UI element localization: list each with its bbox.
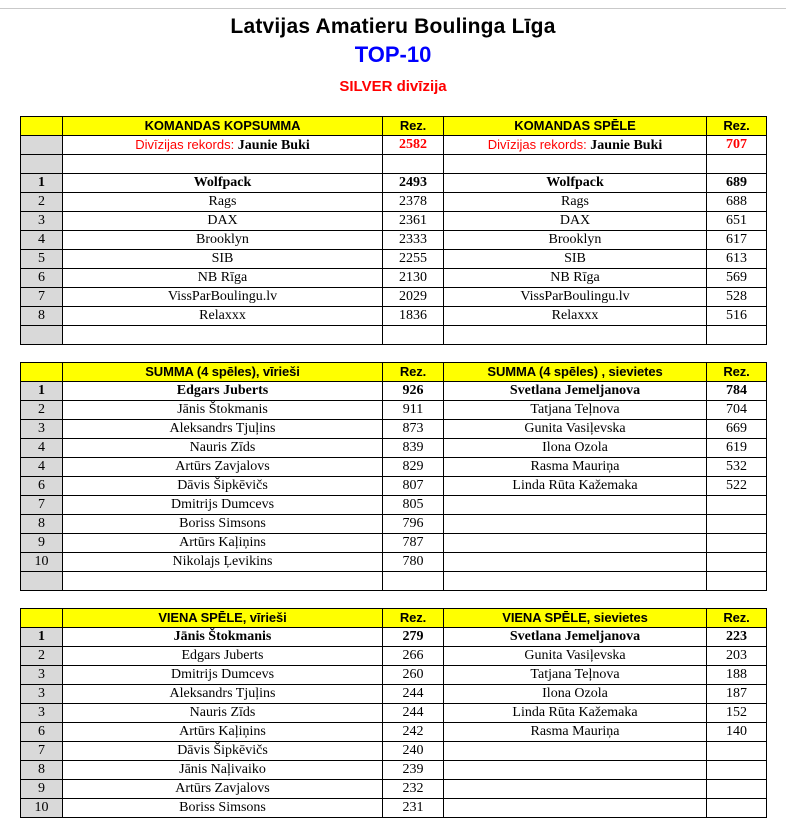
table-row [21,420,767,439]
right-name-cell: NB Rīga [444,269,707,288]
left-name-cell: NB Rīga [63,269,383,288]
right-name-cell [444,799,707,818]
rank-cell: 8 [21,307,63,326]
left-value-cell: 260 [383,666,444,685]
left-value-cell: 787 [383,534,444,553]
section-header-row [21,117,767,136]
right-name-cell [444,496,707,515]
header-rank-corner [21,363,63,382]
left-value-cell: 2378 [383,193,444,212]
blank-left-name [63,326,383,345]
left-value-cell: 244 [383,704,444,723]
rankings-table [20,116,767,818]
blank-row [21,572,767,591]
right-name-cell: Rags [444,193,707,212]
table-row [21,534,767,553]
right-value-cell: 152 [707,704,767,723]
right-name-cell [444,534,707,553]
left-name-cell: Nikolajs Ļevikins [63,553,383,572]
right-name-cell [444,761,707,780]
left-value-cell: 780 [383,553,444,572]
rank-cell: 8 [21,515,63,534]
record-holder-name: Jaunie Buki [237,137,310,153]
section-header-left: KOMANDAS KOPSUMMA [63,117,383,136]
blank-row [21,326,767,345]
table-row [21,193,767,212]
left-name-cell: Dāvis Šipkēvičs [63,742,383,761]
section-header-left-rez: Rez. [383,117,444,136]
rank-cell: 4 [21,439,63,458]
left-name-cell: Artūrs Kaļiņins [63,534,383,553]
left-value-cell: 240 [383,742,444,761]
page-title: Latvijas Amatieru Boulinga Līga [230,15,556,38]
table-row [21,647,767,666]
left-name-cell: Dmitrijs Dumcevs [63,666,383,685]
left-value-cell: 807 [383,477,444,496]
blank-row [21,155,767,174]
rank-cell: 2 [21,401,63,420]
left-name-cell: Artūrs Kaļiņins [63,723,383,742]
left-name-cell: Jānis Naļivaiko [63,761,383,780]
table-row [21,269,767,288]
left-name-cell: Nauris Zīds [63,439,383,458]
spacer-cell [21,591,63,609]
blank-right-rez [707,155,767,174]
right-name-cell: Brooklyn [444,231,707,250]
table-row [21,401,767,420]
section-spacer-row [21,345,767,363]
rank-cell: 8 [21,761,63,780]
record-holder-name: Jaunie Buki [590,137,663,153]
blank-left-rez [383,155,444,174]
right-value-cell: 522 [707,477,767,496]
right-value-cell [707,780,767,799]
left-name-cell: Jānis Štokmanis [63,401,383,420]
right-name-cell [444,515,707,534]
section-header-left: SUMMA (4 spēles), vīrieši [63,363,383,382]
rank-cell: 2 [21,193,63,212]
rank-cell: 3 [21,704,63,723]
right-name-cell [444,553,707,572]
left-value-cell: 2333 [383,231,444,250]
left-name-cell: Nauris Zīds [63,704,383,723]
left-value-cell: 239 [383,761,444,780]
left-name-cell: DAX [63,212,383,231]
table-row [21,553,767,572]
right-name-cell: Gunita Vasiļevska [444,420,707,439]
blank-rank-cell [21,326,63,345]
left-name-cell: Aleksandrs Tjuļins [63,420,383,439]
blank-right-rez [707,572,767,591]
right-name-cell: Rasma Mauriņa [444,723,707,742]
blank-left-name [63,155,383,174]
right-value-cell: 613 [707,250,767,269]
spacer-cell [444,591,707,609]
right-value-cell: 223 [707,628,767,647]
rank-cell: 7 [21,288,63,307]
table-row [21,212,767,231]
rank-cell: 10 [21,799,63,818]
blank-left-rez [383,326,444,345]
spacer-cell [21,345,63,363]
section-spacer-row [21,591,767,609]
left-name-cell: Jānis Štokmanis [63,628,383,647]
spacer-cell [63,591,383,609]
spacer-cell [63,345,383,363]
table-row [21,761,767,780]
record-label: Divīzijas rekords: [135,136,238,152]
right-name-cell: Tatjana Teļnova [444,401,707,420]
rank-cell: 9 [21,534,63,553]
section-header-right-rez: Rez. [707,609,767,628]
right-name-cell: Ilona Ozola [444,439,707,458]
blank-right-rez [707,326,767,345]
right-name-cell: Svetlana Jemeljanova [444,628,707,647]
record-right-value: 707 [707,136,767,155]
subtitle-top10: TOP-10 [354,42,432,67]
left-name-cell: Artūrs Zavjalovs [63,458,383,477]
left-value-cell: 244 [383,685,444,704]
left-name-cell: Brooklyn [63,231,383,250]
right-value-cell [707,761,767,780]
right-name-cell: Ilona Ozola [444,685,707,704]
table-row [21,496,767,515]
blank-rank-cell [21,155,63,174]
table-row [21,288,767,307]
left-value-cell: 839 [383,439,444,458]
right-value-cell [707,799,767,818]
record-right-cell [444,136,707,155]
table-row [21,799,767,818]
rank-cell: 1 [21,382,63,401]
rank-cell: 9 [21,780,63,799]
left-value-cell: 873 [383,420,444,439]
table-row [21,704,767,723]
record-left-cell [63,136,383,155]
right-value-cell: 187 [707,685,767,704]
right-value-cell [707,534,767,553]
blank-rank-cell [21,572,63,591]
rank-cell: 4 [21,458,63,477]
blank-right-name [444,572,707,591]
table-row [21,174,767,193]
left-value-cell: 2255 [383,250,444,269]
table-row [21,250,767,269]
left-value-cell: 2361 [383,212,444,231]
left-value-cell: 231 [383,799,444,818]
header-rank-corner [21,609,63,628]
rank-cell: 3 [21,666,63,685]
section-header-row [21,363,767,382]
right-value-cell [707,742,767,761]
rank-cell: 6 [21,723,63,742]
table-row [21,477,767,496]
left-value-cell: 829 [383,458,444,477]
rank-cell: 7 [21,496,63,515]
rank-cell: 4 [21,231,63,250]
right-name-cell: Rasma Mauriņa [444,458,707,477]
left-name-cell: Boriss Simsons [63,799,383,818]
table-row [21,231,767,250]
right-name-cell: DAX [444,212,707,231]
rank-cell: 3 [21,212,63,231]
right-value-cell: 704 [707,401,767,420]
rank-cell: 1 [21,628,63,647]
spacer-cell [444,345,707,363]
rank-cell: 2 [21,647,63,666]
subtitle-division: SILVER divīzija [339,78,447,95]
header-rank-corner [21,117,63,136]
table-row [21,666,767,685]
left-value-cell: 926 [383,382,444,401]
spacer-cell [383,345,444,363]
left-value-cell: 279 [383,628,444,647]
table-row [21,307,767,326]
left-name-cell: Rags [63,193,383,212]
right-name-cell [444,742,707,761]
record-left-value: 2582 [383,136,444,155]
left-name-cell: Dāvis Šipkēvičs [63,477,383,496]
left-value-cell: 2029 [383,288,444,307]
right-name-cell: Gunita Vasiļevska [444,647,707,666]
table-row [21,780,767,799]
division-record-row [21,136,767,155]
left-name-cell: Dmitrijs Dumcevs [63,496,383,515]
left-value-cell: 796 [383,515,444,534]
right-name-cell: Linda Rūta Kažemaka [444,704,707,723]
right-name-cell: Wolfpack [444,174,707,193]
right-value-cell [707,515,767,534]
blank-right-name [444,326,707,345]
table-row [21,458,767,477]
right-value-cell: 784 [707,382,767,401]
right-value-cell: 532 [707,458,767,477]
left-name-cell: Edgars Juberts [63,382,383,401]
left-name-cell: Boriss Simsons [63,515,383,534]
right-value-cell: 516 [707,307,767,326]
right-value-cell: 651 [707,212,767,231]
table-row [21,723,767,742]
left-name-cell: Wolfpack [63,174,383,193]
left-value-cell: 911 [383,401,444,420]
section-header-row [21,609,767,628]
rank-cell: 6 [21,477,63,496]
rank-cell: 5 [21,250,63,269]
rank-cell: 3 [21,685,63,704]
right-value-cell: 688 [707,193,767,212]
right-value-cell: 619 [707,439,767,458]
left-name-cell: Edgars Juberts [63,647,383,666]
right-name-cell: Svetlana Jemeljanova [444,382,707,401]
rank-cell: 10 [21,553,63,572]
right-name-cell: Tatjana Teļnova [444,666,707,685]
right-name-cell: Relaxxx [444,307,707,326]
spacer-cell [383,591,444,609]
spacer-cell [707,345,767,363]
record-rank-cell [21,136,63,155]
rank-cell: 6 [21,269,63,288]
left-value-cell: 1836 [383,307,444,326]
title-block [0,14,786,97]
table-row [21,515,767,534]
left-value-cell: 2493 [383,174,444,193]
right-value-cell: 203 [707,647,767,666]
right-name-cell: VissParBoulingu.lv [444,288,707,307]
section-header-right: VIENA SPĒLE, sievietes [444,609,707,628]
blank-right-name [444,155,707,174]
left-value-cell: 232 [383,780,444,799]
rank-cell: 1 [21,174,63,193]
left-name-cell: VissParBoulingu.lv [63,288,383,307]
blank-left-rez [383,572,444,591]
record-label: Divīzijas rekords: [487,136,591,152]
table-row [21,628,767,647]
table-row [21,742,767,761]
page-top-rule [0,8,786,9]
section-header-right-rez: Rez. [707,363,767,382]
section-header-left-rez: Rez. [383,609,444,628]
left-name-cell: Artūrs Zavjalovs [63,780,383,799]
right-name-cell [444,780,707,799]
left-value-cell: 266 [383,647,444,666]
section-header-right: KOMANDAS SPĒLE [444,117,707,136]
right-value-cell: 528 [707,288,767,307]
rank-cell: 7 [21,742,63,761]
left-value-cell: 805 [383,496,444,515]
table-row [21,382,767,401]
section-header-right: SUMMA (4 spēles) , sievietes [444,363,707,382]
table-row [21,685,767,704]
rank-cell: 3 [21,420,63,439]
left-name-cell: SIB [63,250,383,269]
left-name-cell: Aleksandrs Tjuļins [63,685,383,704]
right-name-cell: Linda Rūta Kažemaka [444,477,707,496]
left-value-cell: 242 [383,723,444,742]
right-name-cell: SIB [444,250,707,269]
right-value-cell: 617 [707,231,767,250]
section-header-left: VIENA SPĒLE, vīrieši [63,609,383,628]
blank-left-name [63,572,383,591]
right-value-cell [707,496,767,515]
right-value-cell [707,553,767,572]
right-value-cell: 569 [707,269,767,288]
spacer-cell [707,591,767,609]
right-value-cell: 140 [707,723,767,742]
left-name-cell: Relaxxx [63,307,383,326]
right-value-cell: 669 [707,420,767,439]
section-header-right-rez: Rez. [707,117,767,136]
table-row [21,439,767,458]
right-value-cell: 689 [707,174,767,193]
section-header-left-rez: Rez. [383,363,444,382]
right-value-cell: 188 [707,666,767,685]
left-value-cell: 2130 [383,269,444,288]
